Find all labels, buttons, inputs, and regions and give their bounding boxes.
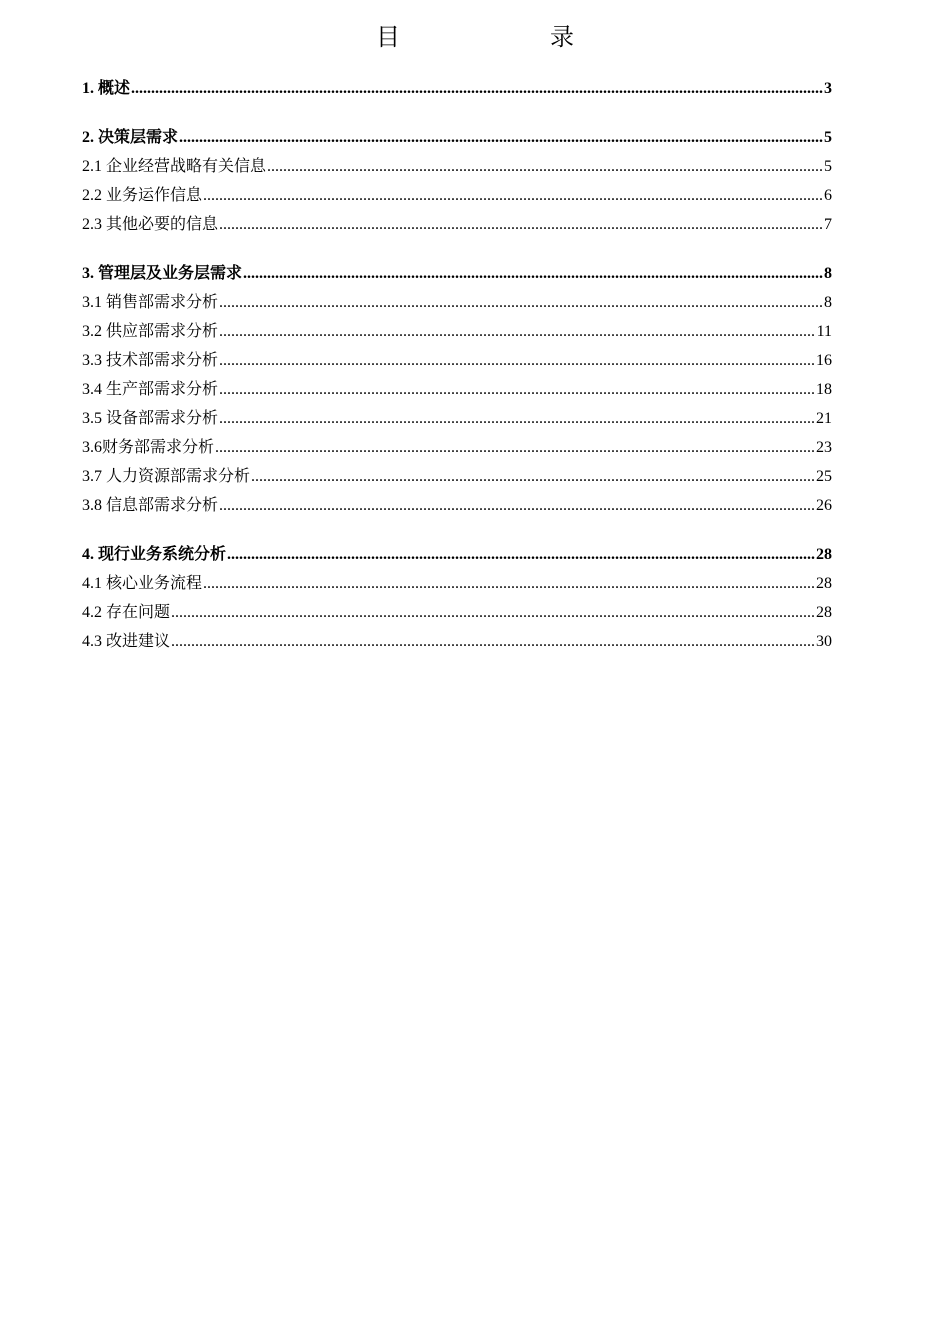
toc-entry-label: 1. 概述 bbox=[82, 80, 131, 97]
toc-entry-label: 4.3 改进建议 bbox=[82, 633, 171, 650]
toc-entry-page-number: 28 bbox=[816, 604, 832, 621]
toc-entry[interactable] bbox=[82, 540, 832, 569]
toc-entry[interactable] bbox=[82, 375, 832, 404]
toc-entry-page-number: 18 bbox=[816, 381, 832, 398]
table-of-contents bbox=[82, 74, 832, 656]
toc-dot-leader bbox=[267, 152, 823, 181]
toc-entry-label: 4. 现行业务系统分析 bbox=[82, 546, 227, 563]
toc-entry-label: 4.2 存在问题 bbox=[82, 604, 171, 621]
toc-dot-leader bbox=[219, 346, 815, 375]
toc-dot-leader bbox=[203, 569, 815, 598]
toc-dot-leader bbox=[131, 74, 823, 103]
toc-entry-label: 3.4 生产部需求分析 bbox=[82, 381, 219, 398]
toc-dot-leader bbox=[227, 540, 815, 569]
page-title bbox=[0, 20, 950, 54]
toc-dot-leader bbox=[171, 598, 815, 627]
toc-entry-page-number: 25 bbox=[816, 468, 832, 485]
toc-entry-page-number: 30 bbox=[816, 633, 832, 650]
toc-entry-page-number: 21 bbox=[816, 410, 832, 427]
toc-entry[interactable] bbox=[82, 433, 832, 462]
toc-dot-leader bbox=[203, 181, 823, 210]
toc-entry-label: 3.3 技术部需求分析 bbox=[82, 352, 219, 369]
toc-entry-page-number: 5 bbox=[824, 129, 832, 146]
toc-entry-page-number: 28 bbox=[816, 575, 832, 592]
toc-entry[interactable] bbox=[82, 627, 832, 656]
toc-entry[interactable] bbox=[82, 569, 832, 598]
toc-dot-leader bbox=[215, 433, 815, 462]
toc-entry-page-number: 23 bbox=[816, 439, 832, 456]
toc-entry[interactable] bbox=[82, 123, 832, 152]
toc-entry-page-number: 5 bbox=[824, 158, 832, 175]
toc-entry-page-number: 3 bbox=[824, 80, 832, 97]
toc-entry[interactable] bbox=[82, 462, 832, 491]
toc-entry-label: 2. 决策层需求 bbox=[82, 129, 179, 146]
toc-entry-page-number: 8 bbox=[824, 294, 832, 311]
toc-dot-leader bbox=[219, 491, 815, 520]
toc-entry[interactable] bbox=[82, 346, 832, 375]
toc-entry-label: 2.1 企业经营战略有关信息 bbox=[82, 158, 267, 175]
toc-entry-page-number: 11 bbox=[816, 323, 832, 340]
toc-entry-page-number: 7 bbox=[824, 216, 832, 233]
toc-entry-page-number: 16 bbox=[816, 352, 832, 369]
toc-entry-page-number: 26 bbox=[816, 497, 832, 514]
toc-entry-label: 3.6财务部需求分析 bbox=[82, 439, 215, 456]
title-char-2: 录 bbox=[550, 23, 574, 51]
toc-entry-label: 3.2 供应部需求分析 bbox=[82, 323, 219, 340]
toc-entry[interactable] bbox=[82, 288, 832, 317]
toc-dot-leader bbox=[219, 210, 823, 239]
toc-entry[interactable] bbox=[82, 491, 832, 520]
toc-entry[interactable] bbox=[82, 152, 832, 181]
toc-entry-label: 3.1 销售部需求分析 bbox=[82, 294, 219, 311]
toc-entry-page-number: 8 bbox=[824, 265, 832, 282]
toc-entry-label: 3. 管理层及业务层需求 bbox=[82, 265, 243, 282]
toc-entry[interactable] bbox=[82, 598, 832, 627]
toc-entry-label: 3.8 信息部需求分析 bbox=[82, 497, 219, 514]
toc-dot-leader bbox=[219, 288, 823, 317]
toc-entry-page-number: 6 bbox=[824, 187, 832, 204]
toc-entry-label: 2.3 其他必要的信息 bbox=[82, 216, 219, 233]
toc-entry[interactable] bbox=[82, 181, 832, 210]
toc-entry[interactable] bbox=[82, 404, 832, 433]
toc-dot-leader bbox=[219, 317, 816, 346]
toc-dot-leader bbox=[251, 462, 815, 491]
toc-dot-leader bbox=[179, 123, 823, 152]
toc-entry-label: 3.7 人力资源部需求分析 bbox=[82, 468, 251, 485]
toc-dot-leader bbox=[219, 375, 815, 404]
toc-entry[interactable] bbox=[82, 74, 832, 103]
title-char-1: 目 bbox=[376, 23, 400, 51]
toc-entry-page-number: 28 bbox=[816, 546, 832, 563]
toc-entry[interactable] bbox=[82, 210, 832, 239]
toc-dot-leader bbox=[171, 627, 815, 656]
toc-entry-label: 4.1 核心业务流程 bbox=[82, 575, 203, 592]
toc-entry-label: 3.5 设备部需求分析 bbox=[82, 410, 219, 427]
toc-entry-label: 2.2 业务运作信息 bbox=[82, 187, 203, 204]
toc-dot-leader bbox=[219, 404, 815, 433]
toc-entry[interactable] bbox=[82, 317, 832, 346]
toc-entry[interactable] bbox=[82, 259, 832, 288]
toc-dot-leader bbox=[243, 259, 823, 288]
